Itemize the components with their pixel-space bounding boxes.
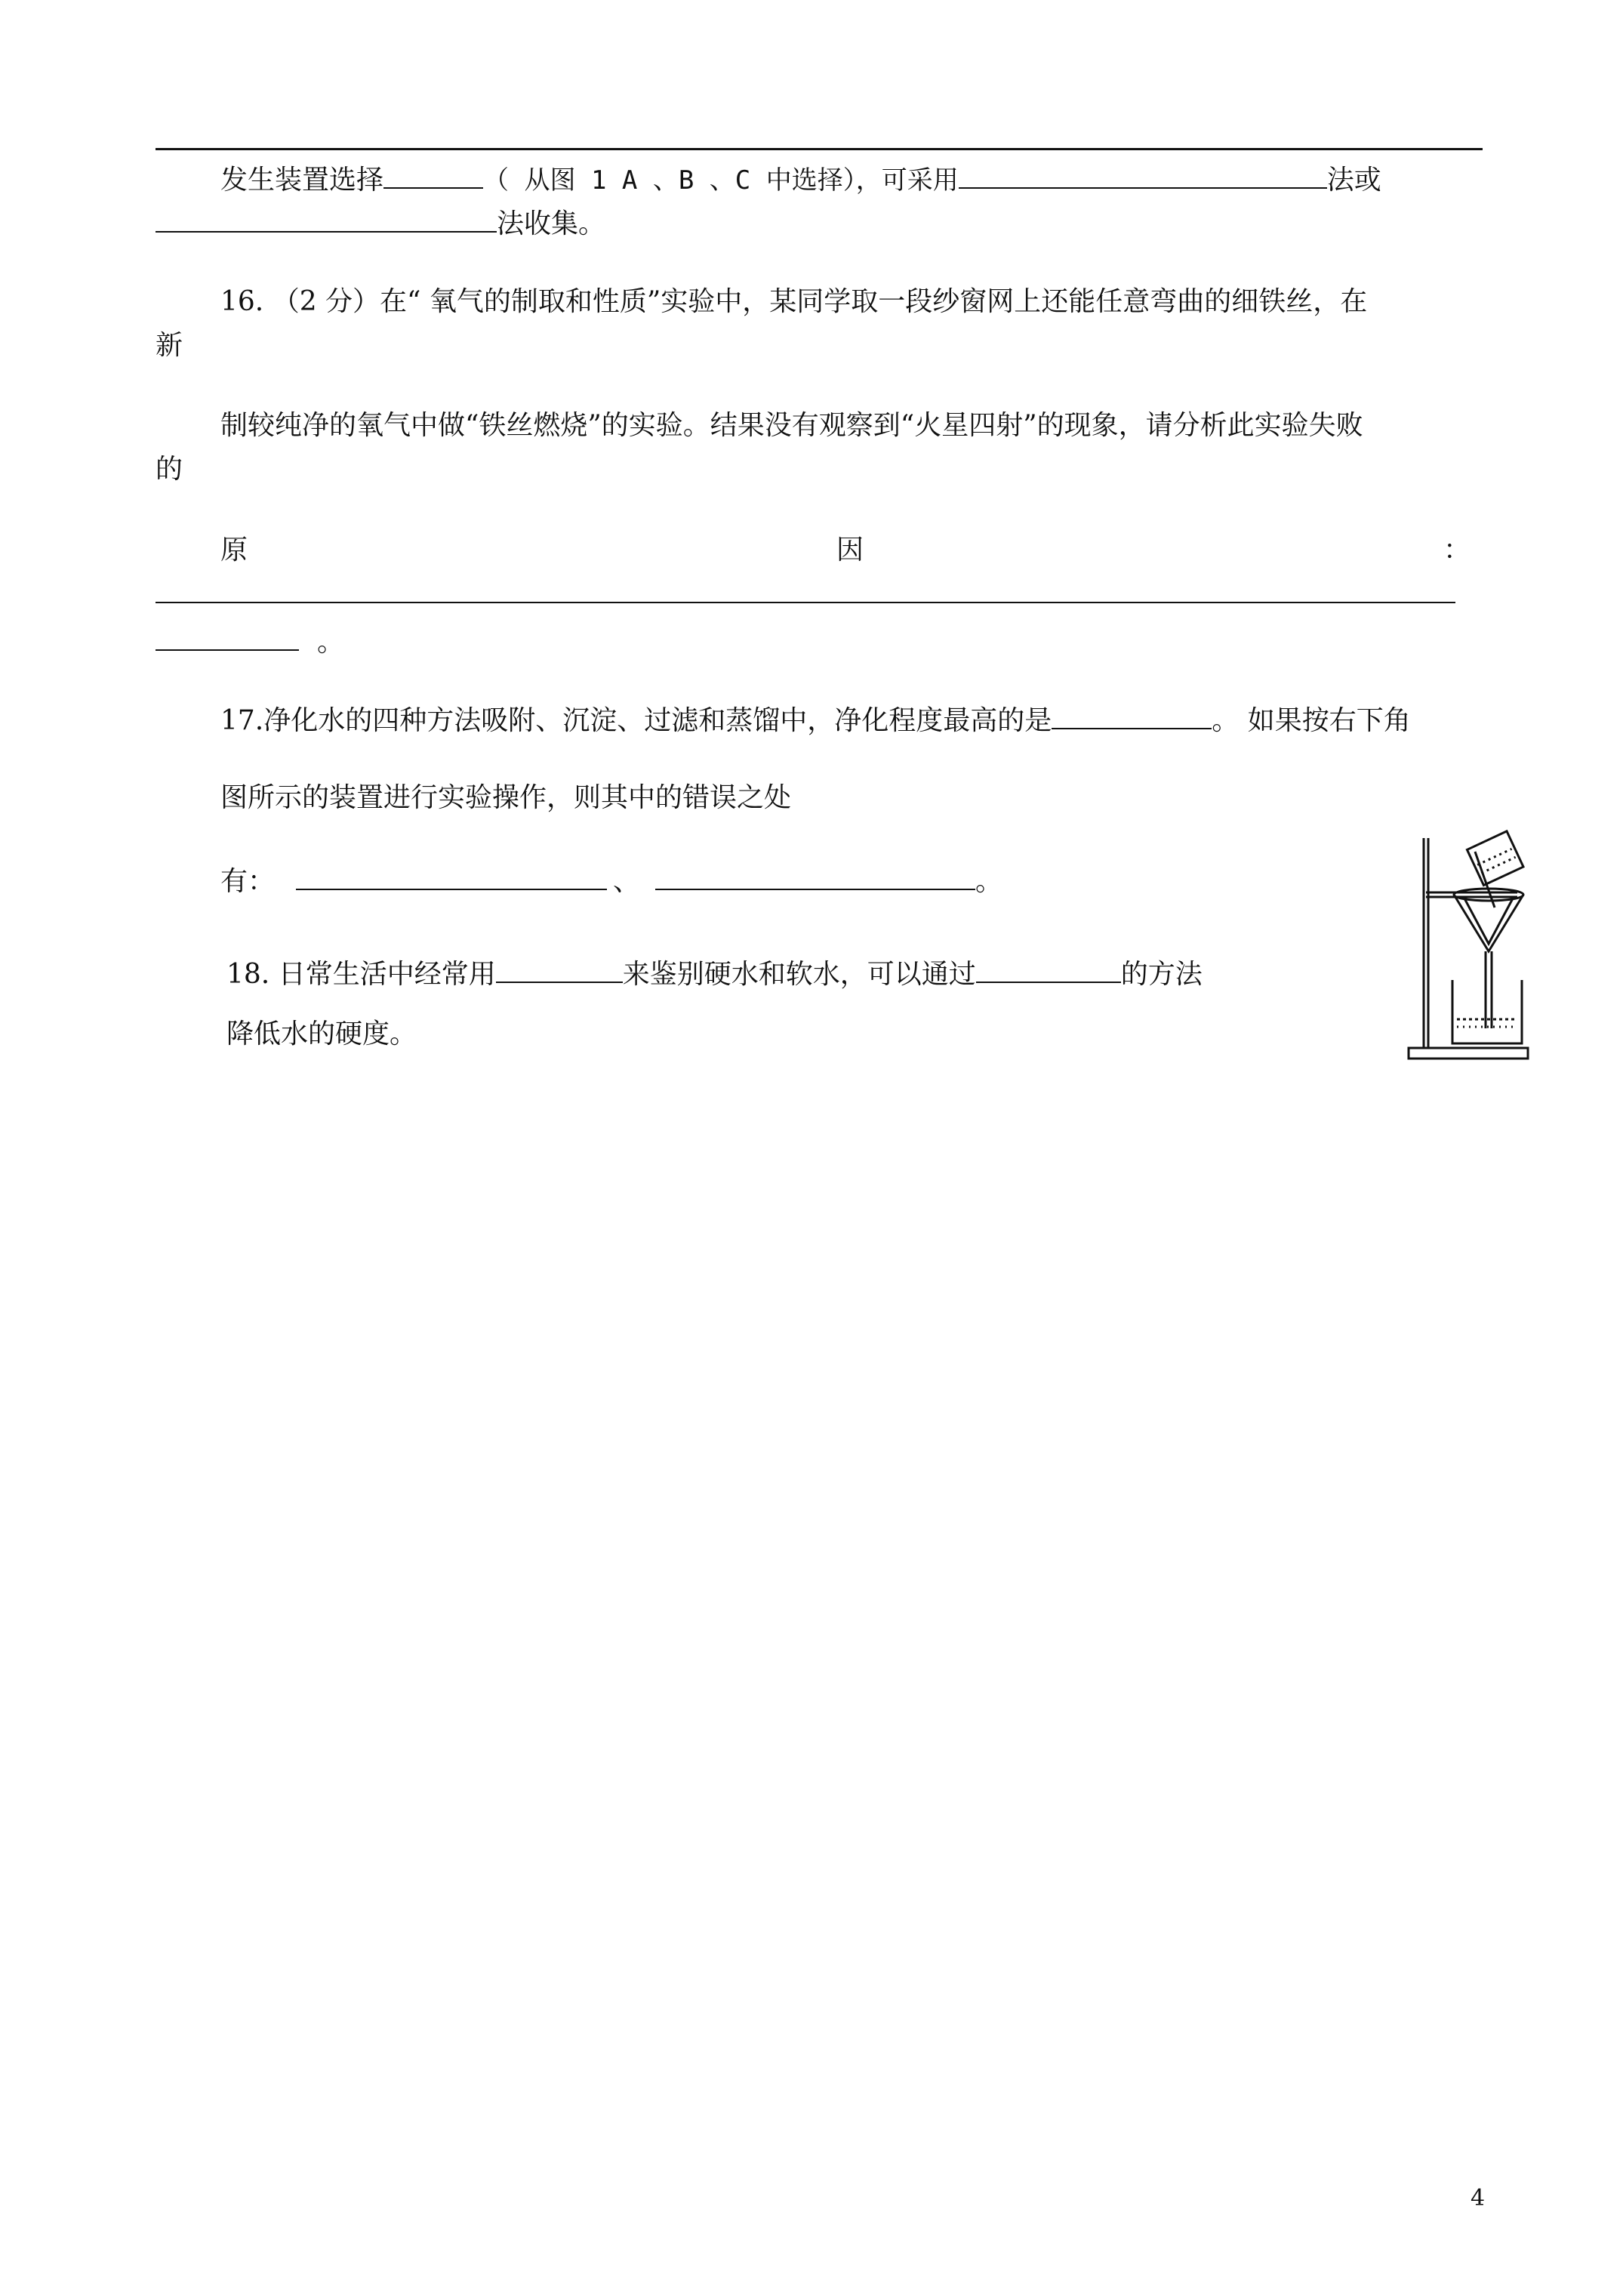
q18-line1: 18. 日常生活中经常用 来鉴别硬水和软水，可以通过 的方法 (226, 959, 1203, 990)
q16-reason-char2: 因 (836, 535, 864, 566)
q16-last-line: 。 (156, 627, 344, 656)
q16-reason-char1: 原 (220, 535, 248, 566)
q17-line3: 有： 、 。 (220, 866, 1003, 897)
answer-blank[interactable] (296, 866, 607, 890)
answer-blank[interactable] (976, 959, 1121, 983)
q16-line2-wrap: 的 (156, 454, 183, 485)
answer-blank[interactable] (383, 165, 483, 189)
q16-line1-wrap: 新 (156, 330, 183, 361)
q18-line2: 降低水的硬度。 (226, 1019, 417, 1049)
filtration-apparatus-illustration (1404, 823, 1532, 1065)
q16-line1: 16. （2 分）在“ 氧气的制取和性质”实验中，某同学取一段纱窗网上还能任意弯曲的细铁丝，在 (220, 286, 1368, 317)
answer-blank[interactable] (1052, 705, 1212, 729)
answer-blank[interactable] (959, 165, 1327, 189)
q15-line2: 法收集。 (156, 208, 605, 238)
answer-blank[interactable] (655, 866, 975, 890)
answer-blank[interactable] (156, 208, 497, 233)
header-rule (156, 148, 1483, 150)
q16-line2: 制较纯净的氧气中做“铁丝燃烧”的实验。结果没有观察到“火星四射”的现象，请分析此实验失败 (220, 410, 1363, 441)
q17-line2: 图所示的装置进行实验操作，则其中的错误之处 (220, 782, 792, 813)
answer-blank[interactable] (156, 602, 1455, 603)
page-number: 4 (1471, 2185, 1486, 2211)
answer-blank[interactable] (156, 627, 299, 651)
q16-reason-colon: ： (1443, 535, 1471, 566)
q17-line1: 17.净化水的四种方法吸附、沉淀、过滤和蒸馏中，净化程度最高的是 。 如果按右下角 (220, 705, 1411, 736)
q15-line1: 发生装置选择 （ 从图 1 A 、B 、C 中选择），可采用 法或 (220, 165, 1381, 196)
answer-blank[interactable] (496, 959, 623, 983)
